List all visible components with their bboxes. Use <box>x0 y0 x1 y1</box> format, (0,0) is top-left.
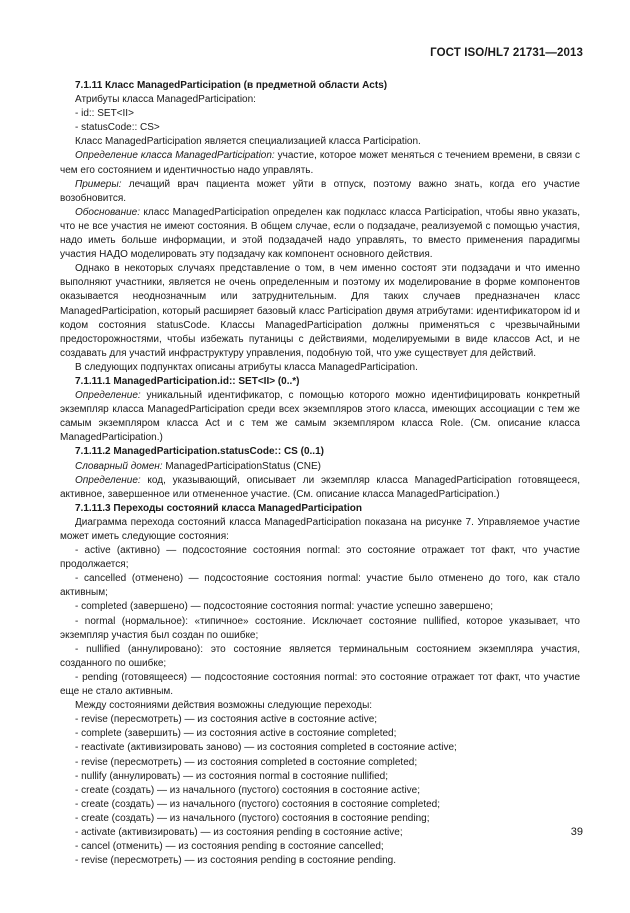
paragraph: - nullify (аннулировать) — из состояния normal в состояние nullified; <box>75 770 388 782</box>
paragraph: - create (создать) — из начального (пустого) состояния в состояние pending; <box>75 812 430 824</box>
paragraph: - normal (нормальное): «типичное» состояние. Исключает состояние nullified, которое указывает, что экземпляр участия был создан по ошибке; <box>60 615 580 641</box>
paragraph <box>60 474 580 502</box>
paragraph <box>60 149 580 177</box>
paragraph-lead: Определение класса ManagedParticipation: <box>75 150 275 162</box>
paragraph-text: класс ManagedParticipation определен как подкласс класса Participation, чтобы явно указать, что не все участия не имеют состояния. В общем случае, если о подзадаче, реализуемой с помощью участия, надо иметь больше информации, и этой подзадачей надо управлять, то вместо применения парадигмы участия НАДО моделировать эту подзадачу как компонент основного действия. <box>60 206 580 261</box>
paragraph: - reactivate (активизировать заново) — из состояния completed в состояние active; <box>75 742 457 754</box>
paragraph-lead: Определение: <box>75 474 141 486</box>
document-header: ГОСТ ISO/HL7 21731—2013 <box>430 47 583 59</box>
paragraph: Однако в некоторых случаях представление о том, в чем именно состоят эти подзадачи и что именно выполняют участники, является не очень определенным и поэтому их моделирование в форме компонентов оказывается неоднозначным или затруднительным. Для таких случаев предназначен класс ManagedParticipation, который расширяет базовый класс Participation двумя атрибутами: идентификатором id и кодом состояния statusCode. Классы ManagedParticipation должны применяться с чрезвычайными предосторожностями, чтобы избежать путаницы с действиями, моделируемыми в виде классов Act, и не создавать для участий инфраструктуру управления, подобную той, что уже существует для действий. <box>60 263 580 359</box>
section-heading: 7.1.11.3 Переходы состояний класса ManagedParticipation <box>75 502 362 514</box>
paragraph: - nullified (аннулировано): это состояние является терминальным состоянием экземпляра участия, созданного по ошибке; <box>60 643 580 669</box>
paragraph-lead: Определение: <box>75 390 141 402</box>
section-heading: 7.1.11.1 ManagedParticipation.id:: SET<II> (0..*) <box>75 375 300 387</box>
paragraph <box>60 178 580 206</box>
paragraph: - revise (пересмотреть) — из состояния active в состояние active; <box>75 714 378 726</box>
paragraph-lead: Примеры: <box>75 178 122 190</box>
document-body <box>60 79 580 868</box>
paragraph: - active (активно) — подсостояние состояния normal: это состояние отражает тот факт, что участие продолжается; <box>60 545 580 571</box>
paragraph-lead: Обоснование: <box>75 206 140 218</box>
section-heading: 7.1.11 Класс ManagedParticipation (в предметной области Acts) <box>75 80 388 91</box>
paragraph: - complete (завершить) — из состояния active в состояние completed; <box>75 728 397 740</box>
paragraph: - revise (пересмотреть) — из состояния completed в состояние completed; <box>75 756 418 768</box>
paragraph-text: ManagedParticipationStatus (CNE) <box>162 460 321 472</box>
paragraph: Диаграмма перехода состояний класса ManagedParticipation показана на рисунке 7. Управляемое участие может иметь следующие состояния: <box>60 516 580 542</box>
paragraph <box>60 389 580 445</box>
page-number: 39 <box>570 826 583 838</box>
paragraph-text: участие, которое может меняться с течением времени, в связи с чем его состоянием и идентичностью надо управлять. <box>60 150 580 176</box>
paragraph: - create (создать) — из начального (пустого) состояния в состояние active; <box>75 784 421 796</box>
paragraph: - revise (пересмотреть) — из состояния pending в состояние pending. <box>75 855 397 867</box>
paragraph: - cancelled (отменено) — подсостояние состояния normal: участие было отменено до того, как стало активным; <box>60 573 580 599</box>
paragraph-text: уникальный идентификатор, с помощью которого можно идентифицировать конкретный экземпляр класса ManagedParticipation среди всех экземпляров этого класса, имеющих ассоциации с тем же самым экземпляром класса Act и с тем же самым экземпляром класса Role. (См. описание класса ManagedParticipation.) <box>60 390 580 444</box>
paragraph-text: лечащий врач пациента может уйти в отпуск, поэтому важно знать, когда его участие возобновится. <box>60 178 580 204</box>
paragraph <box>60 460 580 474</box>
paragraph: - create (создать) — из начального (пустого) состояния в состояние completed; <box>75 798 441 810</box>
paragraph: - activate (активизировать) — из состояния pending в состояние active; <box>75 826 403 838</box>
paragraph: - statusCode:: CS> <box>75 122 160 134</box>
paragraph: Класс ManagedParticipation является специализацией класса Participation. <box>75 136 421 148</box>
paragraph-text: код, указывающий, описывает ли экземпляр класса ManagedParticipation готовящееся, активное, завершенное или отмененное участие. (См. описание класса ManagedParticipation.) <box>60 474 580 500</box>
paragraph-lead: Словарный домен: <box>75 460 163 472</box>
paragraph: - completed (завершено) — подсостояние состояния normal: участие успешно завершено; <box>75 601 494 613</box>
paragraph: В следующих подпунктах описаны атрибуты класса ManagedParticipation. <box>75 361 418 373</box>
section-heading: 7.1.11.2 ManagedParticipation.statusCode:: CS (0..1) <box>75 446 324 458</box>
paragraph: - cancel (отменить) — из состояния pending в состояние cancelled; <box>75 841 384 853</box>
paragraph: Атрибуты класса ManagedParticipation: <box>75 94 256 106</box>
paragraph <box>60 206 580 262</box>
paragraph: - pending (готовящееся) — подсостояние состояния normal: это состояние отражает тот факт, что участие еще не стало активным. <box>60 671 580 698</box>
paragraph: - id:: SET<II> <box>75 108 134 120</box>
paragraph: Между состояниями действия возможны следующие переходы: <box>75 700 373 712</box>
